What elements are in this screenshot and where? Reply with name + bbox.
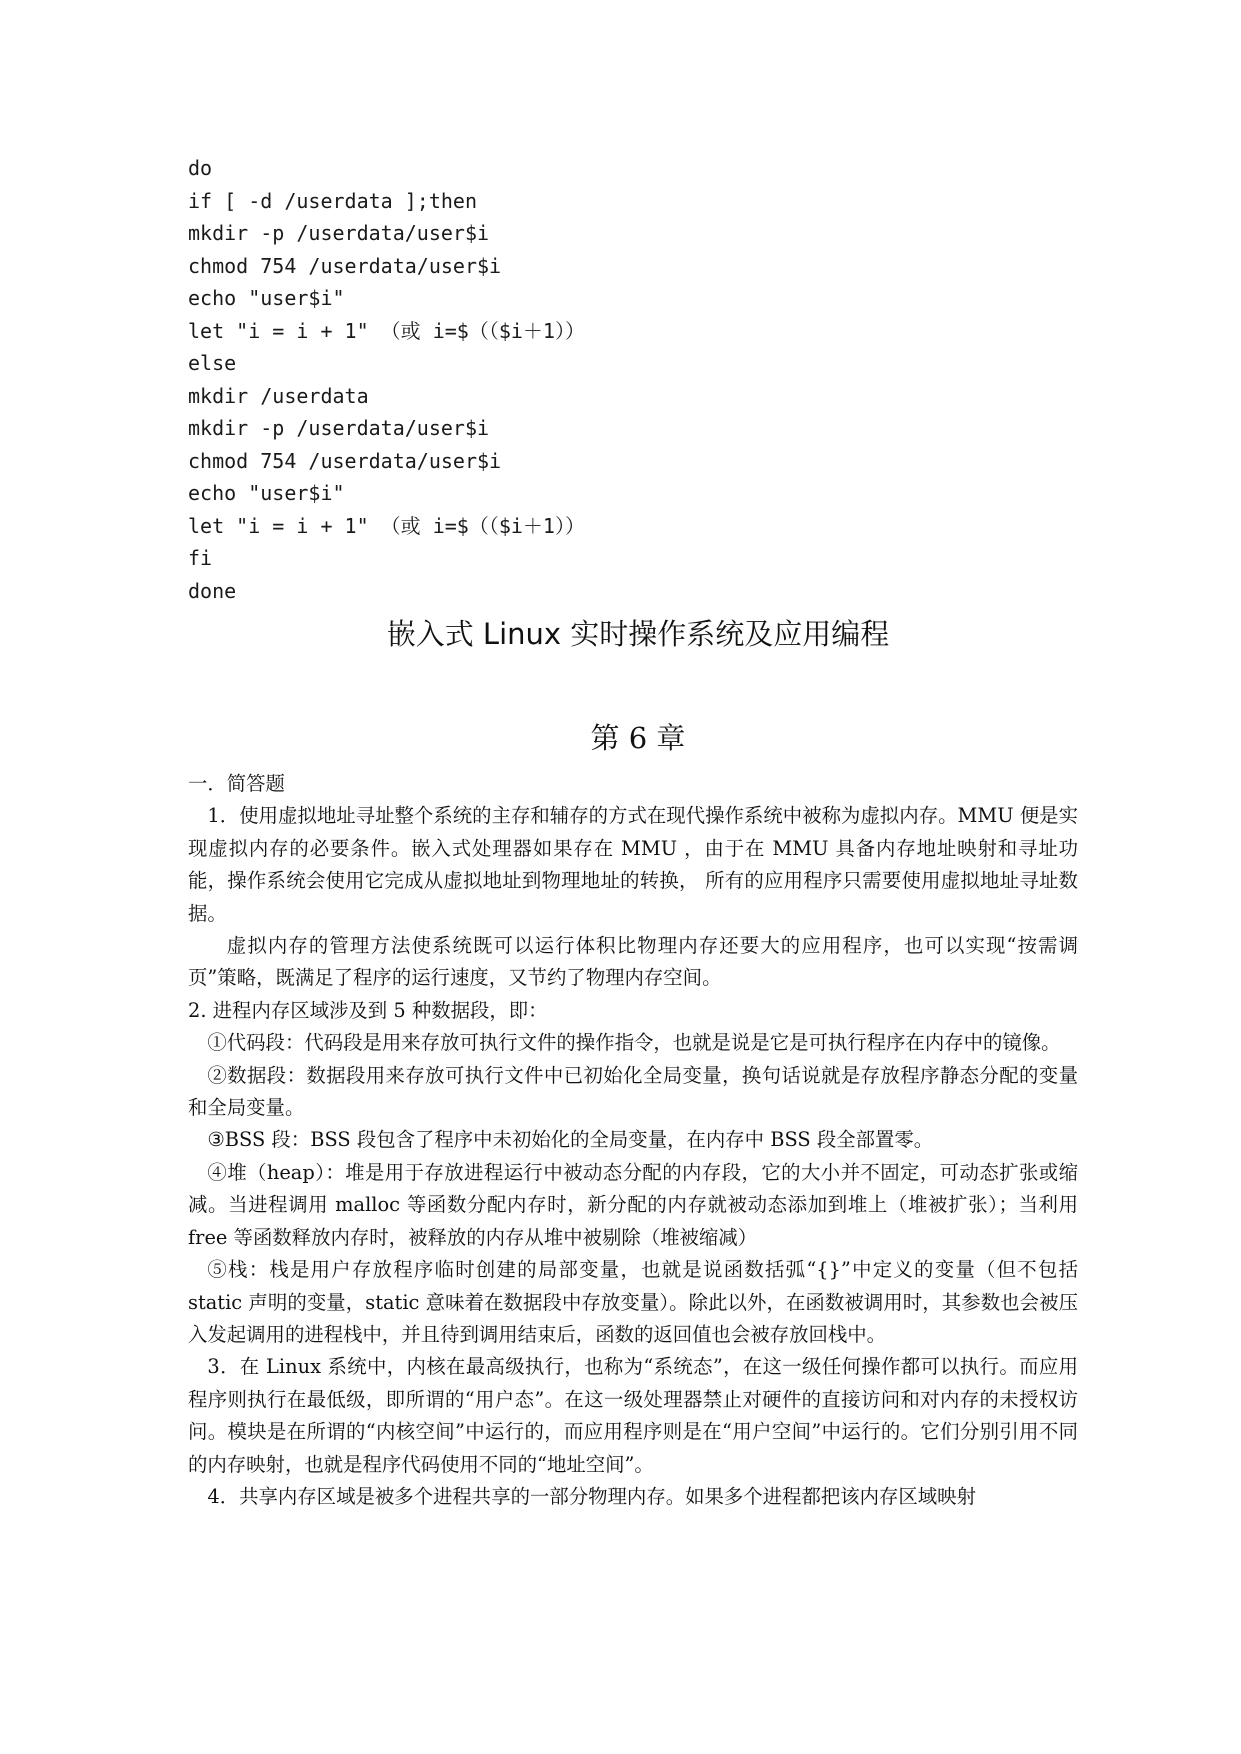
book-title: 嵌入式 Linux 实时操作系统及应用编程 xyxy=(386,617,890,651)
section-heading: 一．简答题 xyxy=(188,772,285,795)
paragraph-answer-2: 2. 进程内存区域涉及到 5 种数据段，即： xyxy=(188,998,548,1022)
paragraph-answer-4: 4．共享内存区域是被多个进程共享的一部分物理内存。如果多个进程都把该内存区域映射 xyxy=(207,1484,976,1508)
code-line: echo "user$i" xyxy=(188,286,345,310)
code-line: let "i = i + 1" （或 i=$（（$i＋1）） xyxy=(188,513,585,538)
code-line: fi xyxy=(188,546,213,570)
code-line: mkdir /userdata xyxy=(188,383,369,408)
code-line: if [ -d /userdata ];then xyxy=(188,188,477,213)
code-line: do xyxy=(188,156,213,180)
code-line: else xyxy=(188,351,237,375)
code-line: let "i = i + 1" （或 i=$（（$i＋1）） xyxy=(188,318,585,343)
code-line: chmod 754 /userdata/user$i xyxy=(188,448,502,473)
paragraph-answer-3: 3．在 Linux 系统中，内核在最高级执行，也称为“系统态”，在这一级任何操作都可以执行。而应用程序则执行在最低级，即所谓的“用户态”。在这一级处理器禁止对硬件的直接访问和对内存的未授权访问。模块是在所谓的“内核空间”中运行的，而应用程序则是在“用户空间”中运行的。它们分别引用不同的内存映射，也就是程序代码使用不同的“地址空间”。 xyxy=(188,1355,1078,1476)
code-line: echo "user$i" xyxy=(188,481,345,505)
paragraph-bss-segment: ③BSS 段：BSS 段包含了程序中未初始化的全局变量，在内存中 BSS 段全部置零。 xyxy=(207,1128,934,1152)
code-line: chmod 754 /userdata/user$i xyxy=(188,253,502,278)
paragraph-heap: ④堆（heap）：堆是用于存放进程运行中被动态分配的内存段，它的大小并不固定，可动态扩张或缩减。当进程调用 malloc 等函数分配内存时，新分配的内存就被动态添加到堆上（堆被扩张）；当利用 free 等函数释放内存时，被释放的内存从堆中被剔除（堆被缩减） xyxy=(188,1160,1078,1249)
code-line: done xyxy=(188,578,237,603)
body-text xyxy=(188,768,1078,1513)
paragraph-data-segment: ②数据段：数据段用来存放可执行文件中已初始化全局变量，换句话说就是存放程序静态分配的变量和全局变量。 xyxy=(188,1063,1078,1120)
paragraph-stack: ⑤栈：栈是用户存放程序临时创建的局部变量，也就是说函数括弧“{}”中定义的变量（但不包括 static 声明的变量，static 意味着在数据段中存放变量）。除此以外，在函数被调用时，其参数也会被压入发起调用的进程栈中，并且待到调用结束后，函数的返回值也会被存放回栈中。 xyxy=(188,1258,1078,1346)
code-line: mkdir -p /userdata/user$i xyxy=(188,416,490,440)
chapter-title: 第 6 章 xyxy=(590,721,686,755)
shell-script-code-block xyxy=(188,152,888,607)
paragraph-code-segment: ①代码段：代码段是用来存放可执行文件的操作指令，也就是说是它是可执行程序在内存中的镜像。 xyxy=(207,1031,1061,1055)
code-line: mkdir -p /userdata/user$i xyxy=(188,221,490,245)
paragraph-answer-1-cont: 虚拟内存的管理方法使系统既可以运行体积比物理内存还要大的应用程序，也可以实现“按需调页”策略，既满足了程序的运行速度，又节约了物理内存空间。 xyxy=(188,934,1078,990)
paragraph-answer-1: 1．使用虚拟地址寻址整个系统的主存和辅存的方式在现代操作系统中被称为虚拟内存。MMU 便是实现虚拟内存的必要条件。嵌入式处理器如果存在 MMU ，由于在 MMU 具备内存地址映射和寻址功能，操作系统会使用它完成从虚拟地址到物理地址的转换， 所有的应用程序只需要使用虚拟地址寻址数据。 xyxy=(188,804,1078,925)
